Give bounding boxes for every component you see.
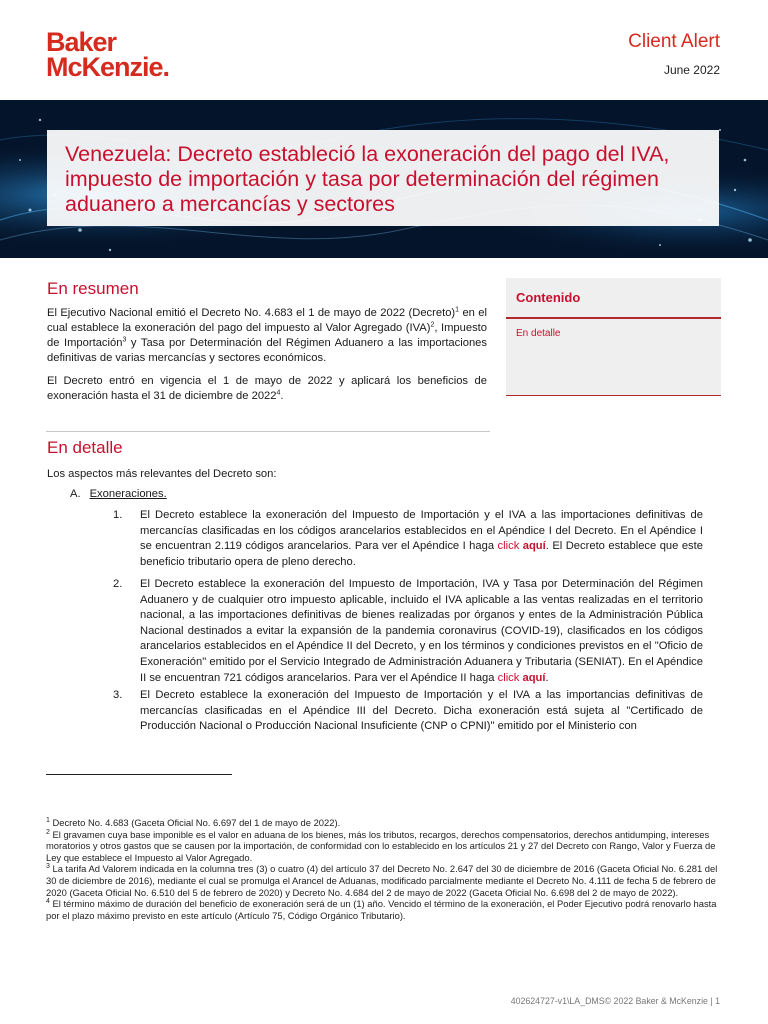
list-item-text <box>140 577 703 686</box>
footnote-text: El gravamen cuya base imponible es el valor en aduana de los bienes, más los tributos, recargos, derechos compensatorios, derechos antidumping, intereses moratorios y otros gastos que se causen por la importación, de conformidad con lo establecido en los artículos 21 y 27 del Decreto con Rango, Valor y Fuerza de Ley que establece el Impuesto al Valor Agregado. <box>46 828 716 863</box>
contents-sidebar <box>506 278 721 396</box>
contents-heading: Contenido <box>516 290 581 305</box>
item-1-body: El Decreto establece la exoneración del Impuesto de Importación y el IVA a las importaciones definitivas de mercancías clasificadas en los códigos arancelarios establecidos en el Apéndice I del Decreto. En el Apéndice I se encuentran 2.119 códigos arancelarios. Para ver el Apéndice I haga <box>140 509 703 553</box>
section-a-letter: A. <box>70 488 81 500</box>
list-item-number: 1. <box>113 509 123 521</box>
logo-line-1: Baker <box>46 27 117 57</box>
item-2-aqui-link[interactable]: aquí <box>522 671 546 684</box>
logo-line-2 <box>46 52 170 82</box>
logo-word: McKenzie <box>46 52 163 82</box>
logo-dot: . <box>162 52 170 82</box>
footnotes <box>46 817 726 921</box>
section-a-heading <box>70 488 167 500</box>
summary-paragraph-2 <box>47 374 487 404</box>
list-item-text <box>140 688 703 735</box>
section-a-title: Exoneraciones. <box>89 488 167 500</box>
summary-heading: En resumen <box>47 279 139 298</box>
page-footer <box>511 996 720 1006</box>
footnote <box>46 898 726 921</box>
detail-intro: Los aspectos más relevantes del Decreto son: <box>47 468 277 480</box>
list-item <box>113 508 703 570</box>
footnote-text: El término máximo de duración del beneficio de exoneración será de un (1) año. Vencido el término de la exoneración, el Poder Ejecutivo podrá renovarlo hasta por el plazo máximo previsto en este artículo (Artículo 75, Código Orgánico Tributario). <box>46 898 717 921</box>
footnote-ref-3: 3 <box>122 336 127 344</box>
list-item-text <box>140 508 703 570</box>
item-3-body: El Decreto establece la exoneración del Impuesto de Importación y el IVA a las importancias definitivas de mercancías clasificadas en el Apéndice III del Decreto. Dicha exoneración está sujeta al "Certificado de Producción Nacional o Producción Nacional Insuficiente (CNP o CPNI)" emitido por el Ministerio con <box>140 689 703 733</box>
footnote-mark: 4 <box>46 898 50 906</box>
list-item-number: 2. <box>113 578 123 590</box>
footnote-mark: 1 <box>46 816 50 824</box>
summary-p1-text-d: y Tasa por Determinación del Régimen Aduanero a las importaciones definitivas de varias mercancías y sectores económicos. <box>47 337 487 364</box>
footnote-ref-1: 1 <box>455 306 460 314</box>
copyright-page-number: © 2022 Baker & McKenzie | 1 <box>604 996 720 1006</box>
summary-paragraph-1 <box>47 306 487 366</box>
footnote-mark: 3 <box>46 863 50 871</box>
contents-divider <box>506 317 721 319</box>
summary-p1-text-c: , Impuesto de Importación <box>47 322 488 349</box>
footnote-ref-4: 4 <box>276 389 281 397</box>
footnote-ref-2: 2 <box>430 321 435 329</box>
footnote <box>46 817 726 829</box>
footnote <box>46 863 726 898</box>
item-1-after: . El Decreto establece que este beneficio tributario opera de pleno derecho. <box>140 540 703 568</box>
title-panel <box>47 130 719 226</box>
document-id: 402624727-v1\LA_DMS <box>510 996 605 1006</box>
summary-p2-text-a: El Decreto entró en vigencia el 1 de mayo de 2022 y aplicará los beneficios de exoneración hasta el 31 de diciembre de 2022 <box>47 375 487 402</box>
page-title: Venezuela: Decreto estableció la exoneración del pago del IVA, impuesto de importación y tasa por determinación del régimen aduanero a mercancías y sectores <box>65 142 670 216</box>
list-item <box>113 577 703 686</box>
summary-p1-text-a: El Ejecutivo Nacional emitió el Decreto No. 4.683 el 1 de mayo de 2022 (Decreto) <box>47 307 456 319</box>
list-item <box>113 688 703 735</box>
summary-p1-text-b: en el cual establece la exoneración del pago del impuesto al Valor Agregado (IVA) <box>47 307 487 334</box>
footnote-text: Decreto No. 4.683 (Gaceta Oficial No. 6.697 del 1 de mayo de 2022). <box>49 817 341 828</box>
baker-mckenzie-logo <box>46 27 170 82</box>
item-2-after: . <box>545 671 549 684</box>
footnote <box>46 829 726 864</box>
item-2-click-link[interactable]: click <box>497 671 523 684</box>
contents-link-en-detalle[interactable]: En detalle <box>516 328 561 339</box>
contents-bottom-border <box>506 395 721 396</box>
footnote-mark: 2 <box>46 828 50 836</box>
section-divider <box>46 431 490 432</box>
footnote-separator <box>46 774 232 775</box>
list-item-number: 3. <box>113 689 123 701</box>
item-1-aqui-link[interactable]: aquí <box>522 540 546 553</box>
footnote-text: La tarifa Ad Valorem indicada en la columna tres (3) o cuatro (4) del artículo 37 del Decreto No. 2.647 del 30 de diciembre de 2016 (Gaceta Oficial No. 6.281 del 30 de diciembre de 2016), mediante el cual se promulga el Arancel de Aduanas, modificado parcialmente mediante el Decreto No. 4.111 de fecha 5 de febrero de 2020 (Gaceta Oficial No. 6.510 del 5 de febrero de 2020) y Decreto No. 4.684 del 2 de mayo de 2022 (Gaceta Oficial No. 6.698 del 2 de mayo de 2022). <box>46 863 718 898</box>
item-1-click-link[interactable]: click <box>497 540 523 553</box>
publication-date: June 2022 <box>663 63 720 77</box>
detail-heading: En detalle <box>47 438 123 457</box>
item-2-body: El Decreto establece la exoneración del Impuesto de Importación, IVA y Tasa por Determinación del Régimen Aduanero y de cualquier otro impuesto aplicable, incluido el IVA aplicable a las ventas realizadas en el territorio nacional, a las importaciones definitivas de bienes realizadas por órganos y entes de la Administración Pública Nacional destinados a evitar la expansión de la pandemia coronavirus (COVID-19), clasificados en los códigos arancelarios establecidos en el Apéndice II del Decreto, y en los términos y condiciones previstos en el "Oficio de Exoneración" emitido por el Servicio Integrado de Administración Aduanera y Tributaria (SENIAT). En el Apéndice II se encuentran 721 códigos arancelarios. Para ver el Apéndice II haga <box>140 578 703 684</box>
summary-p2-text-b: . <box>280 390 284 402</box>
client-alert-label: Client Alert <box>628 31 720 52</box>
